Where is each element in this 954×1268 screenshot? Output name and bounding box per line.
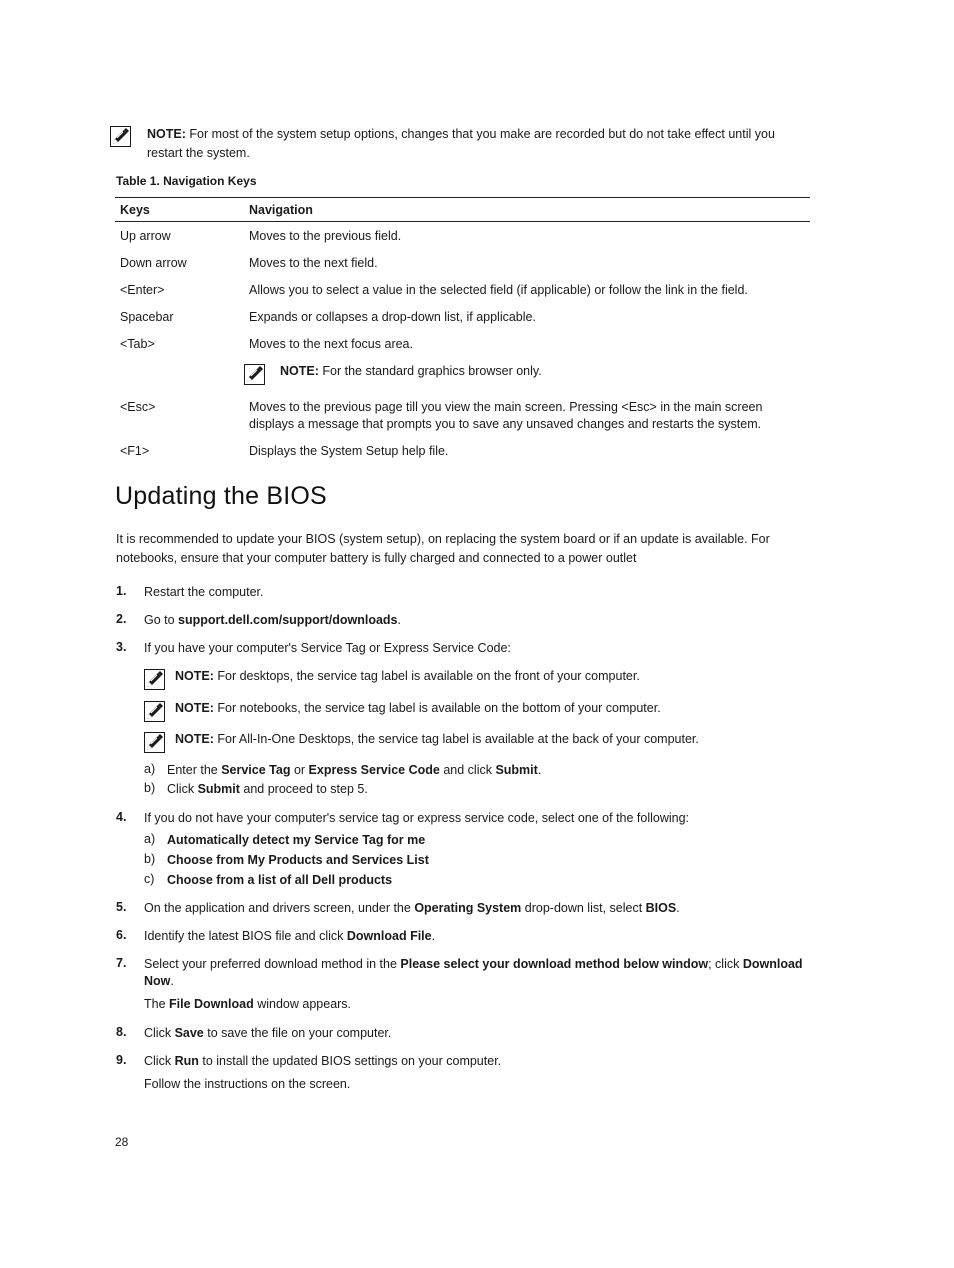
note-pencil-icon — [144, 701, 165, 722]
substep-letter: a) — [144, 762, 156, 776]
step-text: Restart the computer. — [144, 585, 264, 599]
step-number: 2. — [116, 612, 127, 626]
step-number: 3. — [116, 640, 127, 654]
table-row-nav: Allows you to select a value in the selected field (if applicable) or follow the link in the field. — [249, 283, 748, 297]
table-row-nav: Expands or collapses a drop-down list, if applicable. — [249, 310, 536, 324]
table-row-nav: Moves to the next field. — [249, 256, 378, 270]
note-pencil-icon — [144, 669, 165, 690]
option-letter: c) — [144, 872, 155, 886]
table-header-rule — [115, 221, 810, 222]
step-text: If you have your computer's Service Tag or Express Service Code: — [144, 641, 511, 655]
step-number: 7. — [116, 956, 127, 970]
step-number: 5. — [116, 900, 127, 914]
page-number: 28 — [115, 1135, 129, 1149]
step-number: 4. — [116, 810, 127, 824]
step-text: Click Run to install the updated BIOS settings on your computer. — [144, 1054, 502, 1068]
table-row-nav: Moves to the previous page till you view the main screen. Pressing <Esc> in the main screen — [249, 400, 763, 414]
step-text: Go to support.dell.com/support/downloads. — [144, 613, 401, 627]
step-text: Click Save to save the file on your computer. — [144, 1026, 392, 1040]
step-text: If you do not have your computer's service tag or express service code, select one of the following: — [144, 811, 690, 825]
step-text: Identify the latest BIOS file and click Download File. — [144, 929, 436, 943]
table-row-nav: Moves to the next focus area. — [249, 337, 413, 351]
table-header-keys: Keys — [120, 203, 150, 217]
note-pencil-icon — [144, 732, 165, 753]
note-all-in-one: NOTE: For All-In-One Desktops, the service tag label is available at the back of your computer. — [175, 732, 699, 746]
table-row-key: <F1> — [120, 444, 150, 458]
step-text: Select your preferred download method in the Please select your download method below window; click Download — [144, 957, 803, 971]
step-number: 1. — [116, 584, 127, 598]
substep-text: Enter the Service Tag or Express Service Code and click Submit. — [167, 763, 542, 777]
option-all-products[interactable]: Choose from a list of all Dell products — [167, 873, 393, 887]
option-my-products[interactable]: Choose from My Products and Services List — [167, 853, 429, 867]
note-notebooks: NOTE: For notebooks, the service tag label is available on the bottom of your computer. — [175, 701, 661, 715]
table-row-nav-line2: displays a message that prompts you to save any unsaved changes and restarts the system. — [249, 417, 762, 431]
table-row-key: <Enter> — [120, 283, 165, 297]
substep-text: Click Submit and proceed to step 5. — [167, 782, 368, 796]
table-caption: Table 1. Navigation Keys — [116, 174, 257, 188]
table-row-nav: Displays the System Setup help file. — [249, 444, 449, 458]
intro-line1: It is recommended to update your BIOS (system setup), on replacing the system board or if an update is available. For — [116, 532, 770, 546]
table-top-rule — [115, 197, 810, 198]
step-number: 6. — [116, 928, 127, 942]
top-note-line2: restart the system. — [147, 146, 250, 160]
note-desktops: NOTE: For desktops, the service tag label is available on the front of your computer. — [175, 669, 640, 683]
table-header-navigation: Navigation — [249, 203, 313, 217]
step-followup: The File Download window appears. — [144, 997, 352, 1011]
note-pencil-icon — [244, 364, 265, 385]
table-row-key: <Esc> — [120, 400, 156, 414]
top-note-line1: NOTE: For most of the system setup options, changes that you make are recorded but do not take effect until you — [147, 127, 775, 141]
step-followup: Follow the instructions on the screen. — [144, 1077, 351, 1091]
support-link[interactable]: support.dell.com/support/downloads — [178, 613, 398, 627]
intro-line2: notebooks, ensure that your computer battery is fully charged and connected to a power outlet — [116, 551, 637, 565]
option-auto-detect[interactable]: Automatically detect my Service Tag for me — [167, 833, 426, 847]
step-text-line2: Now. — [144, 974, 174, 988]
table-row-nav: Moves to the previous field. — [249, 229, 402, 243]
table-tab-note: NOTE: For the standard graphics browser only. — [280, 364, 542, 378]
option-letter: a) — [144, 832, 156, 846]
step-number: 9. — [116, 1053, 127, 1067]
table-row-key: <Tab> — [120, 337, 155, 351]
substep-letter: b) — [144, 781, 156, 795]
note-pencil-icon — [110, 126, 131, 147]
table-row-key: Spacebar — [120, 310, 174, 324]
option-letter: b) — [144, 852, 156, 866]
step-number: 8. — [116, 1025, 127, 1039]
table-row-key: Down arrow — [120, 256, 187, 270]
section-title: Updating the BIOS — [115, 482, 327, 510]
table-row-key: Up arrow — [120, 229, 171, 243]
step-text: On the application and drivers screen, under the Operating System drop-down list, select BIOS. — [144, 901, 680, 915]
